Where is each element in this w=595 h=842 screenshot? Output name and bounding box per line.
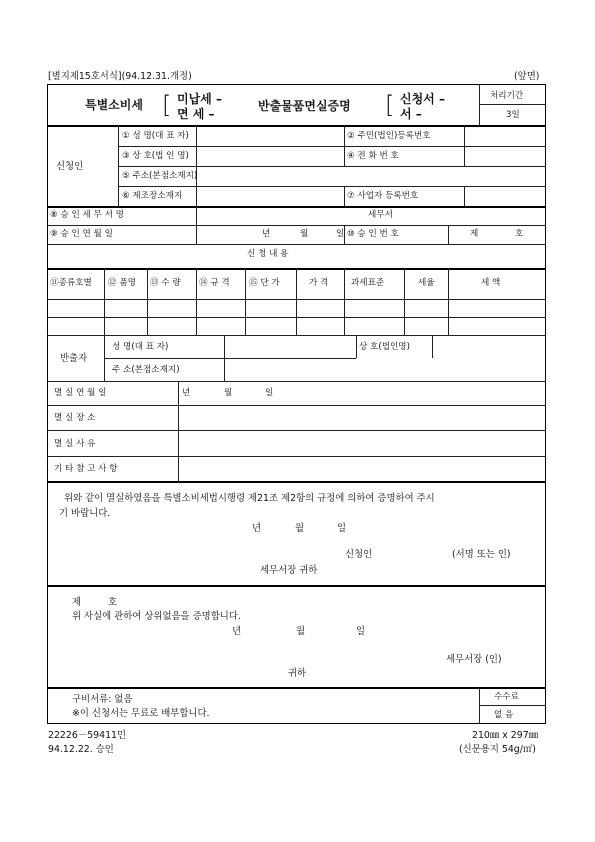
title-option-3: 신청서 – <box>400 92 445 106</box>
col-tax-amount: 세 액 <box>481 278 501 288</box>
approval-date-note: 94.12.22. 승인 <box>48 744 114 755</box>
details-title: 신 청 내 용 <box>247 249 289 259</box>
loss-date-day: 일 <box>265 388 274 398</box>
applicant-label: 신청인 <box>56 161 84 172</box>
certificate-number-prefix: 제 <box>72 597 82 608</box>
loss-place-label: 멸 실 장 소 <box>54 413 96 423</box>
loss-reason-label: 멸 실 사 유 <box>54 439 96 449</box>
request-text-line1: 위와 같이 멸실하였음을 특별소비세법시행령 제21조 제2항의 규정에 의하여 증명하여 주시 <box>64 493 435 504</box>
loss-date-label: 멸 실 연 월 일 <box>54 388 107 398</box>
loss-date-year: 년 <box>182 388 191 398</box>
request-sign-label: (서명 또는 인) <box>452 549 511 560</box>
col-unit-price: ⑮ 단 가 <box>249 278 280 288</box>
approval-date-day: 일 <box>336 229 345 239</box>
applicant-address-label: ⑤ 주소(본점소재지) <box>122 171 198 181</box>
request-text-line2: 기 바랍니다. <box>59 508 111 519</box>
applicant-regno-label: ② 주민(법인)등록번호 <box>347 131 431 141</box>
approval-office-suffix: 세무서 <box>368 210 393 220</box>
request-day: 일 <box>337 523 347 534</box>
request-addressee: 세무서장 귀하 <box>260 565 318 576</box>
col-spec: ⑭ 규 격 <box>199 278 230 288</box>
bracket-left-1: [ <box>162 91 172 119</box>
title-tax: 특별소비세 <box>85 98 143 112</box>
approval-date-month: 월 <box>300 229 309 239</box>
applicant-phone-label: ④ 전 화 번 호 <box>347 151 399 161</box>
certificate-text: 위 사실에 관하여 상위없음을 증명합니다. <box>72 611 241 622</box>
certificate-number-suffix: 호 <box>108 597 118 608</box>
title-option-4: 서 – <box>400 107 422 121</box>
loss-date-month: 월 <box>224 388 233 398</box>
page-side: (앞면) <box>514 71 540 82</box>
certificate-year: 년 <box>232 626 242 637</box>
certificate-month: 월 <box>296 626 306 637</box>
shipper-firm-label: 상 호(법인명) <box>359 342 410 352</box>
shipper-label: 반출자 <box>60 353 88 364</box>
paper-spec: (신문용지 54g/㎡) <box>459 744 536 755</box>
paper-size: 210㎜ x 297㎜ <box>472 730 539 741</box>
approval-number-suffix: 호 <box>515 229 524 239</box>
bracket-left-2: [ <box>385 91 395 119</box>
shipper-address-label: 주 소(본점소재지) <box>112 365 180 375</box>
applicant-name-label: ① 성 명(대 표 자) <box>122 131 189 141</box>
approval-office-label: ⑧ 승 인 세 무 서 명 <box>50 210 124 220</box>
col-tax-base: 과세표준 <box>351 278 385 288</box>
approval-date-year: 년 <box>262 229 271 239</box>
shipper-name-label: 성 명(대 표 자) <box>112 342 169 352</box>
approval-date-label: ⑨ 승 인 연 월 일 <box>50 229 113 239</box>
certificate-issuer: 세무서장 (인) <box>446 654 502 665</box>
title-option-1: 미납세 – <box>177 92 222 106</box>
fee-label: 수수료 <box>494 692 519 702</box>
certificate-day: 일 <box>356 626 366 637</box>
processing-label: 처리기간 <box>490 91 524 101</box>
col-item: ⑫ 품명 <box>108 278 136 288</box>
free-distribution-note: ※이 신청서는 무료로 배부합니다. <box>72 708 210 719</box>
col-quantity: ⑬ 수 량 <box>150 278 181 288</box>
factory-location-label: ⑥ 제조장소재지 <box>122 191 183 201</box>
col-tax-rate: 세율 <box>418 278 435 288</box>
col-price: 가 격 <box>309 278 329 288</box>
approval-number-prefix: 제 <box>470 229 479 239</box>
required-docs: 구비서류: 없음 <box>72 694 133 705</box>
applicant-firm-label: ③ 상 호(법 인 명) <box>122 151 189 161</box>
request-applicant-label: 신청인 <box>345 549 373 560</box>
title-option-2: 면 세 – <box>177 107 215 121</box>
form-number: [별지제15호서식](94.12.31.개정) <box>48 71 192 82</box>
processing-value: 3일 <box>506 110 520 120</box>
form-code: 22226－59411민 <box>48 730 127 741</box>
col-kind: ⑪종류호별 <box>50 278 92 288</box>
certificate-addressee: 귀하 <box>288 668 307 679</box>
other-notes-label: 기 타 참 고 사 항 <box>54 464 118 474</box>
approval-number-label: ⑩ 승 인 번 호 <box>347 229 399 239</box>
request-month: 월 <box>295 523 305 534</box>
request-year: 년 <box>252 523 262 534</box>
fee-value: 없 음 <box>494 710 514 720</box>
title-middle: 반출물품면실증명 <box>258 99 351 113</box>
business-regno-label: ⑦ 사업자 등록번호 <box>347 191 419 201</box>
